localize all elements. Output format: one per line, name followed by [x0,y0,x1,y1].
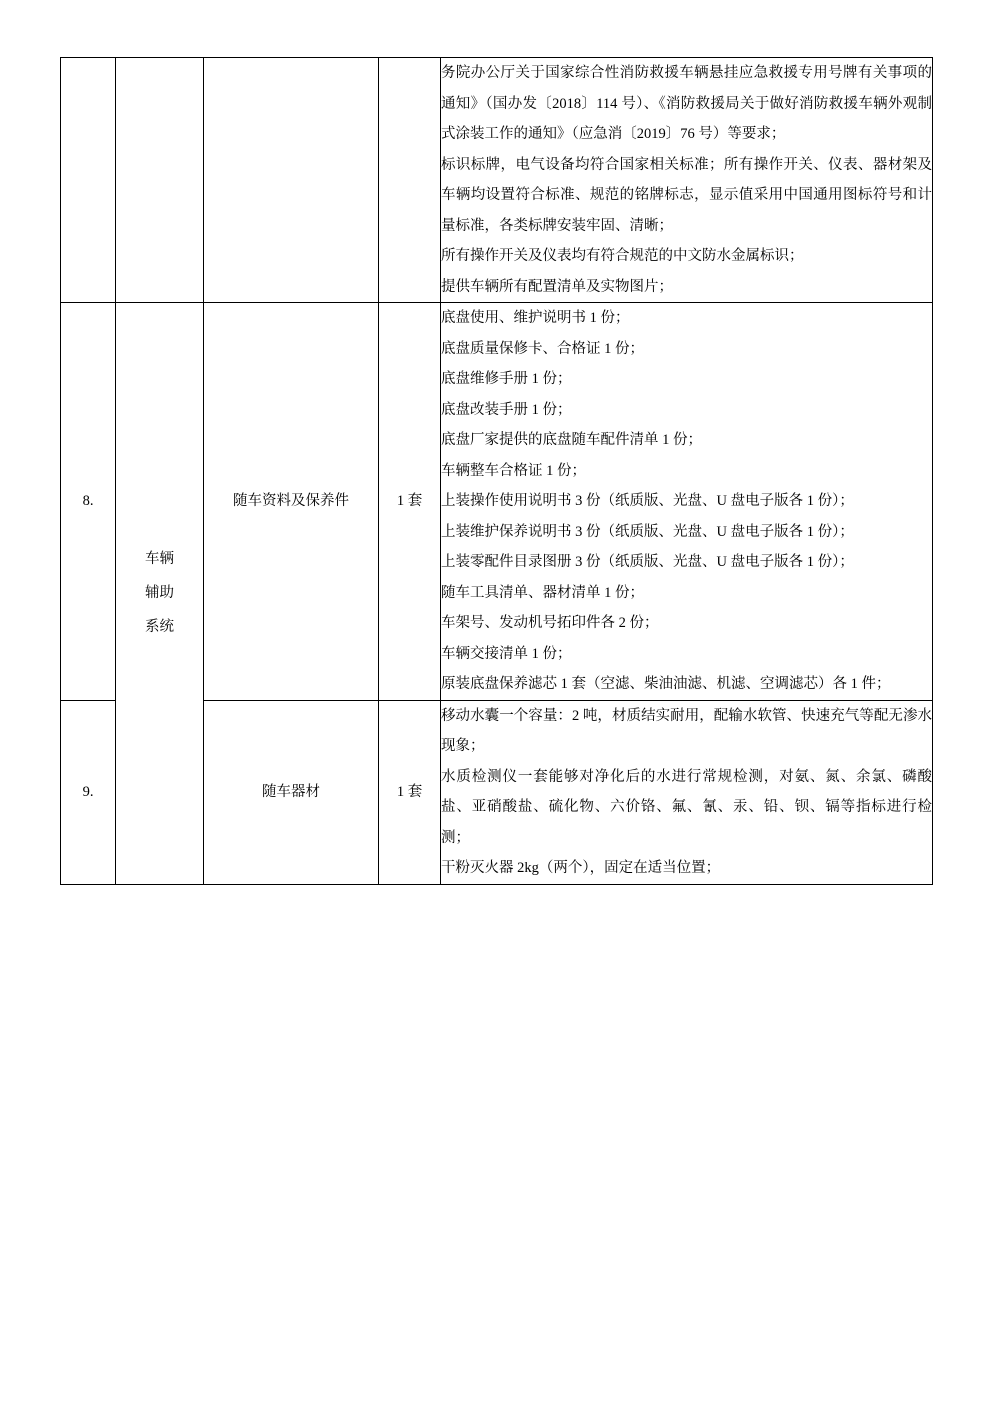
description-line: 水质检测仪一套能够对净化后的水进行常规检测，对氨、氮、余氯、磷酸盐、亚硝酸盐、硫化物、六价铬、氟、氰、汞、铅、钡、镉等指标进行检测； [441,768,932,846]
description-line: 车辆交接清单 1 份； [441,645,572,662]
description-line: 随车工具清单、器材清单 1 份； [441,584,644,601]
description-line: 底盘厂家提供的底盘随车配件清单 1 份； [441,432,702,448]
description-line: 原装底盘保养滤芯 1 套（空滤、柴油油滤、机滤、空调滤芯）各 1 件； [441,676,891,692]
description-line: 上装维护保养说明书 3 份（纸质版、光盘、U 盘电子版各 1 份）； [441,523,854,540]
row-system [116,303,204,885]
row-number [61,58,116,303]
description-line: 干粉灭火器 2kg（两个），固定在适当位置； [441,860,721,876]
row-quantity: 1 套 [379,303,441,701]
description-line: 移动水囊一个容量：2 吨，材质结实耐用，配输水软管、快速充气等配无渗水现象； [441,707,932,754]
row-item: 随车资料及保养件 [204,303,379,701]
system-label-line: 辅助 [145,585,174,602]
description-line: 车辆整车合格证 1 份； [441,462,586,479]
description-line: 上装零配件目录图册 3 份（纸质版、光盘、U 盘电子版各 1 份）； [441,554,854,570]
row-item [204,58,379,303]
row-number: 9. [61,700,116,884]
system-label-line: 车辆 [145,551,174,568]
row-description [441,58,933,303]
description-line: 底盘使用、维护说明书 1 份； [441,310,630,326]
description-line: 提供车辆所有配置清单及实物图片； [441,278,673,295]
description-line: 所有操作开关及仪表均有符合规范的中文防水金属标识； [441,248,804,264]
row-item: 随车器材 [204,700,379,884]
table-row [61,58,933,303]
description-line: 上装操作使用说明书 3 份（纸质版、光盘、U 盘电子版各 1 份）； [441,493,854,509]
row-quantity: 1 套 [379,700,441,884]
row-quantity [379,58,441,303]
description-line: 底盘维修手册 1 份； [441,371,572,387]
description-line: 车架号、发动机号拓印件各 2 份； [441,615,659,631]
system-label-line: 系统 [145,619,174,636]
description-line: 标识标牌，电气设备均符合国家相关标准；所有操作开关、仪表、器材架及车辆均设置符合标准、规范的铭牌标志，显示值采用中国通用图标符号和计量标准，各类标牌安装牢固、清晰； [441,156,932,234]
row-number: 8. [61,303,116,701]
row-description [441,303,933,701]
description-line: 底盘改装手册 1 份； [441,401,572,418]
row-system [116,58,204,303]
description-line: 底盘质量保修卡、合格证 1 份； [441,340,644,357]
specification-table [60,57,933,885]
description-line: 务院办公厅关于国家综合性消防救援车辆悬挂应急救援专用号牌有关事项的通知》（国办发〔2018〕114 号）、《消防救援局关于做好消防救援车辆外观制式涂装工作的通知》（应急消〔2019〕76 号）等要求； [441,65,932,142]
table-row [61,303,933,701]
row-description [441,700,933,884]
